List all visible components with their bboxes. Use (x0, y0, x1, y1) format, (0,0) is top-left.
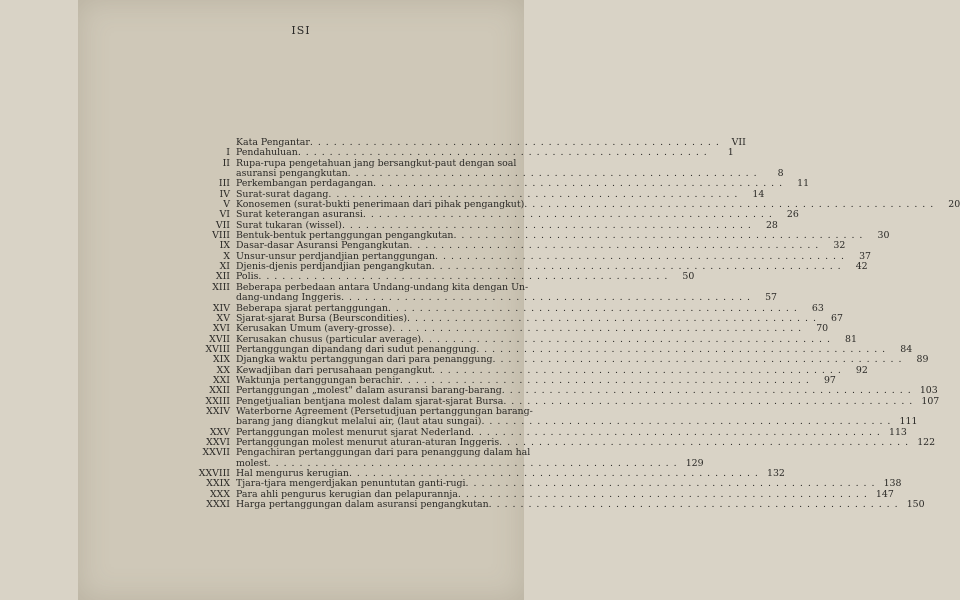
toc-chapter-number: XX (216, 364, 230, 376)
toc-page-number: 42 (855, 261, 868, 273)
toc-page-number: 11 (797, 178, 810, 190)
toc-chapter-title: Pertanggungan molest menurut sjarat Nederland (236, 426, 471, 438)
toc-page-number: 81 (845, 333, 857, 345)
toc-chapter-number: XII (215, 271, 230, 283)
toc-leader-dots: . . . . . . . . . . . . . . . . . . . . . . . . . . . . . . . . . . . . . . . . . . . . . . . . . . . . (341, 292, 752, 304)
toc-chapter-number: IV (219, 188, 230, 200)
toc-chapter-number: XVI (212, 323, 230, 335)
toc-leader-dots: . . . . . . . . . . . . . . . . . . . . . . . . . . . . . . . . . . . . . . . . . . . . . . . . . . . . (503, 395, 914, 407)
toc-leader-dots: . . . . . . . . . . . . . . . . . . . . . . . . . . . . . . . . . . . . . . . . . . . . . . . . . . . . (267, 457, 678, 469)
toc-chapter-number: XXV (209, 426, 230, 438)
toc-leader-dots: . . . . . . . . . . . . . . . . . . . . . . . . . . . . . . . . . . . . . . . . . . . . . . . . . . . . (297, 147, 708, 159)
toc-leader-dots: . . . . . . . . . . . . . . . . . . . . . . . . . . . . . . . . . . . . . . . . . . . . . . . . . . . . (470, 426, 881, 438)
toc-chapter-title: Pertanggungan dipandang dari sudut penanggung (236, 343, 477, 355)
toc-leader-dots: . . . . . . . . . . . . . . . . . . . . . . . . . . . . . . . . . . . . . . . . . . . . . . . . . . . . (392, 323, 803, 335)
toc-leader-dots: . . . . . . . . . . . . . . . . . . . . . . . . . . . . . . . . . . . . . . . . . . . . . . . . . . . . (387, 302, 798, 314)
toc-chapter-number: II (222, 157, 230, 169)
toc-chapter-title: Kata Pengantar (236, 137, 310, 148)
toc-page-number: 92 (855, 364, 868, 376)
toc-chapter-title: Beberapa perbedaan antara Undang-undang kita dengan Un- (236, 281, 529, 293)
toc-chapter-title: dang-undang Inggeris (236, 292, 342, 304)
toc-page-number: 32 (833, 240, 846, 252)
toc-chapter-title: Surat-surat dagang (236, 188, 329, 200)
toc-chapter-title: Waterborne Agreement (Persetudjuan pertanggungan barang- (236, 405, 533, 417)
toc-chapter-title: Sjarat-sjarat Bursa (Beurscondities) (236, 312, 407, 324)
table-of-contents (150, 137, 960, 511)
page-title: ISI (291, 24, 311, 37)
toc-page-number: 20 (948, 199, 960, 211)
toc-page-number: VII (731, 137, 746, 148)
toc-chapter-number: XXXI (206, 499, 230, 511)
toc-chapter-title: Hal mengurus kerugian (236, 468, 349, 479)
toc-leader-dots: . . . . . . . . . . . . . . . . . . . . . . . . . . . . . . . . . . . . . . . . . . . . . . . . . . . . (476, 343, 887, 355)
toc-chapter-title: Surat keterangan asuransi (236, 209, 363, 221)
toc-chapter-title: barang jang diangkut melalui air, (laut atau sungai) (236, 416, 482, 428)
toc-chapter-number: XXX (209, 488, 230, 500)
toc-chapter-title: asuransi pengangkutan (236, 168, 348, 180)
toc-chapter-title: Djenis-djenis perdjandjian pengangkutan (236, 261, 432, 273)
toc-leader-dots: . . . . . . . . . . . . . . . . . . . . . . . . . . . . . . . . . . . . . . . . . . . . . . . . . . . . (348, 468, 759, 479)
toc-page-number: 8 (777, 168, 784, 180)
toc-row (150, 354, 929, 366)
toc-leader-dots: . . . . . . . . . . . . . . . . . . . . . . . . . . . . . . . . . . . . . . . . . . . . . . . . . . . . (341, 219, 752, 231)
toc-chapter-number: X (223, 250, 230, 262)
toc-chapter-number: VII (215, 219, 230, 231)
toc-leader-dots: . . . . . . . . . . . . . . . . . . . . . . . . . . . . . . . . . . . . . . . . . . . . . . . . . . . . (457, 488, 868, 500)
toc-page-number: 147 (875, 488, 894, 500)
toc-row (150, 292, 778, 304)
toc-chapter-title: Para ahli pengurus kerugian dan pelapurannja (236, 488, 458, 500)
toc-page-number: 1 (727, 147, 734, 159)
toc-page-number: 103 (919, 385, 938, 397)
toc-chapter-number: XVIII (205, 343, 230, 355)
toc-leader-dots: . . . . . . . . . . . . . . . . . . . . . . . . . . . . . . . . . . . . . . . . . . . . . . . . . . . . (488, 499, 899, 511)
toc-page-number: 50 (682, 271, 695, 283)
toc-chapter-number: V (223, 199, 230, 211)
toc-leader-dots: . . . . . . . . . . . . . . . . . . . . . . . . . . . . . . . . . . . . . . . . . . . . . . . . . . . . (435, 250, 845, 262)
toc-chapter-number: IX (219, 240, 230, 252)
toc-chapter-number: III (218, 178, 230, 190)
toc-chapter-title: Harga pertanggungan dalam asuransi pengangkutan (236, 499, 489, 511)
toc-chapter-number: XIX (212, 354, 230, 366)
toc-leader-dots: . . . . . . . . . . . . . . . . . . . . . . . . . . . . . . . . . . . . . . . . . . . . . . . . . . . . (465, 478, 876, 490)
toc-page-number: 129 (685, 457, 704, 469)
toc-leader-dots: . . . . . . . . . . . . . . . . . . . . . . . . . . . . . . . . . . . . . . . . . . . . . . . . . . . . (499, 436, 910, 448)
toc-page-number: 28 (765, 219, 778, 231)
toc-page-number: 150 (906, 499, 925, 511)
toc-chapter-title: Bentuk-bentuk pertanggungan pengangkutan (236, 230, 454, 242)
toc-chapter-title: Unsur-unsur perdjandjian pertanggungan (236, 250, 436, 262)
toc-chapter-title: Waktunja pertanggungan berachir (236, 374, 400, 386)
toc-chapter-title: Pengetjualian bentjana molest dalam sjarat-sjarat Bursa (236, 395, 504, 407)
toc-chapter-number: XXVII (202, 447, 230, 459)
toc-leader-dots: . . . . . . . . . . . . . . . . . . . . . . . . . . . . . . . . . . . . . . . . . . . . . . . . . . . . (431, 364, 842, 376)
toc-leader-dots: . . . . . . . . . . . . . . . . . . . . . . . . . . . . . . . . . . . . . . . . . . . . . . . . . . . . (481, 416, 892, 428)
toc-leader-dots: . . . . . . . . . . . . . . . . . . . . . . . . . . . . . . . . . . . . . . . . . . . . . . . . . . . . (409, 240, 820, 252)
toc-chapter-title: Surat tukaran (wissel) (236, 219, 342, 231)
toc-row (150, 499, 925, 511)
toc-leader-dots: . . . . . . . . . . . . . . . . . . . . . . . . . . . . . . . . . . . . . . . . . . . . . . . . . . . . (373, 178, 784, 190)
toc-page-number: 37 (859, 250, 871, 262)
toc-page-number: 67 (831, 312, 843, 324)
toc-page-number: 132 (767, 468, 785, 479)
toc-leader-dots: . . . . . . . . . . . . . . . . . . . . . . . . . . . . . . . . . . . . . . . . . . . . . . . . . . . . (347, 168, 758, 180)
toc-page-number: 107 (921, 395, 940, 407)
toc-chapter-number: VI (219, 209, 230, 221)
toc-leader-dots: . . . . . . . . . . . . . . . . . . . . . . . . . . . . . . . . . . . . . . . . . . . . . . . . . . . . (399, 374, 810, 386)
toc-page-number: 26 (786, 209, 799, 221)
toc-page-number: 111 (899, 416, 918, 428)
toc-chapter-number: XV (216, 312, 230, 324)
toc-chapter-title: Pertanggungan molest menurut aturan-aturan Inggeris (236, 436, 500, 448)
toc-chapter-title: Djangka waktu pertanggungan dari para penanggung (236, 354, 493, 366)
toc-row (150, 323, 829, 335)
toc-chapter-title: Perkembangan perdagangan (236, 178, 374, 190)
toc-leader-dots: . . . . . . . . . . . . . . . . . . . . . . . . . . . . . . . . . . . . . . . . . . . . . . . . . . . . (362, 209, 773, 221)
toc-chapter-number: I (226, 147, 230, 159)
toc-chapter-title: molest (236, 457, 268, 469)
toc-page-number: 122 (917, 436, 936, 448)
toc-leader-dots: . . . . . . . . . . . . . . . . . . . . . . . . . . . . . . . . . . . . . . . . . . . . . . . . . . . . (258, 271, 669, 283)
book-page (78, 0, 960, 600)
toc-chapter-number: XXVI (206, 436, 230, 448)
toc-chapter-title: Konosemen (surat-bukti penerimaan dari pihak pengangkut) (236, 199, 525, 211)
toc-page-number: 138 (883, 478, 902, 490)
toc-chapter-number: VIII (212, 230, 230, 242)
toc-chapter-number: XXIX (206, 478, 230, 490)
toc-chapter-title: Kewadjiban dari perusahaan pengangkut (236, 364, 432, 376)
toc-chapter-title: Polis (236, 271, 259, 283)
toc-chapter-title: Kerusakan Umum (avery-grosse) (236, 323, 393, 335)
toc-page-number: 97 (823, 374, 836, 386)
toc-leader-dots: . . . . . . . . . . . . . . . . . . . . . . . . . . . . . . . . . . . . . . . . . . . . . . . . . . . . (328, 188, 739, 200)
toc-chapter-title: Beberapa sjarat pertanggungan (236, 302, 388, 314)
toc-page-number: 70 (816, 323, 829, 335)
toc-chapter-number: XI (219, 261, 230, 273)
toc-chapter-title: Pendahuluan (236, 147, 298, 159)
toc-chapter-number: XXIII (205, 395, 230, 407)
toc-leader-dots: . . . . . . . . . . . . . . . . . . . . . . . . . . . . . . . . . . . . . . . . . . . . . . . . . . . . (406, 312, 817, 324)
toc-chapter-number: XXII (209, 385, 230, 397)
toc-chapter-title: Kerusakan chusus (particular average) (236, 333, 422, 345)
toc-page-number: 84 (900, 343, 913, 355)
toc-chapter-title: Pengachiran pertanggungan dari para penanggung dalam hal (236, 447, 531, 459)
toc-leader-dots: . . . . . . . . . . . . . . . . . . . . . . . . . . . . . . . . . . . . . . . . . . . . . . . . . . . . (524, 199, 935, 211)
toc-chapter-number: XXVIII (198, 468, 230, 479)
toc-chapter-title: Rupa-rupa pengetahuan jang bersangkut-paut dengan soal (236, 157, 517, 169)
toc-chapter-number: XIII (212, 281, 230, 293)
toc-page-number: 14 (752, 188, 765, 200)
toc-chapter-number: XXI (212, 374, 230, 386)
toc-page-number: 113 (889, 426, 907, 438)
toc-leader-dots: . . . . . . . . . . . . . . . . . . . . . . . . . . . . . . . . . . . . . . . . . . . . . . . . . . . . (421, 333, 831, 345)
toc-page-number: 30 (877, 230, 890, 242)
toc-page-number: 89 (916, 354, 929, 366)
toc-page-number: 63 (811, 302, 824, 314)
toc-chapter-title: Dasar-dasar Asuransi Pengangkutan (236, 240, 410, 252)
toc-leader-dots: . . . . . . . . . . . . . . . . . . . . . . . . . . . . . . . . . . . . . . . . . . . . . . . . . . . . (453, 230, 864, 242)
toc-leader-dots: . . . . . . . . . . . . . . . . . . . . . . . . . . . . . . . . . . . . . . . . . . . . . . . . . . . . (431, 261, 842, 273)
toc-chapter-number: XIV (212, 302, 230, 314)
toc-page-number: 57 (765, 292, 778, 304)
toc-chapter-number: XXIV (206, 405, 230, 417)
toc-leader-dots: . . . . . . . . . . . . . . . . . . . . . . . . . . . . . . . . . . . . . . . . . . . . . . . . . . . . (501, 385, 912, 397)
toc-leader-dots: . . . . . . . . . . . . . . . . . . . . . . . . . . . . . . . . . . . . . . . . . . . . . . . . . . . . (309, 137, 720, 148)
toc-chapter-title: Tjara-tjara mengerdjakan penuntutan ganti-rugi (236, 478, 466, 490)
toc-chapter-title: Pertanggungan „molest" dalam asuransi barang-barang (236, 385, 502, 397)
toc-chapter-number: XVII (209, 333, 230, 345)
toc-leader-dots: . . . . . . . . . . . . . . . . . . . . . . . . . . . . . . . . . . . . . . . . . . . . . . . . . . . . (492, 354, 903, 366)
